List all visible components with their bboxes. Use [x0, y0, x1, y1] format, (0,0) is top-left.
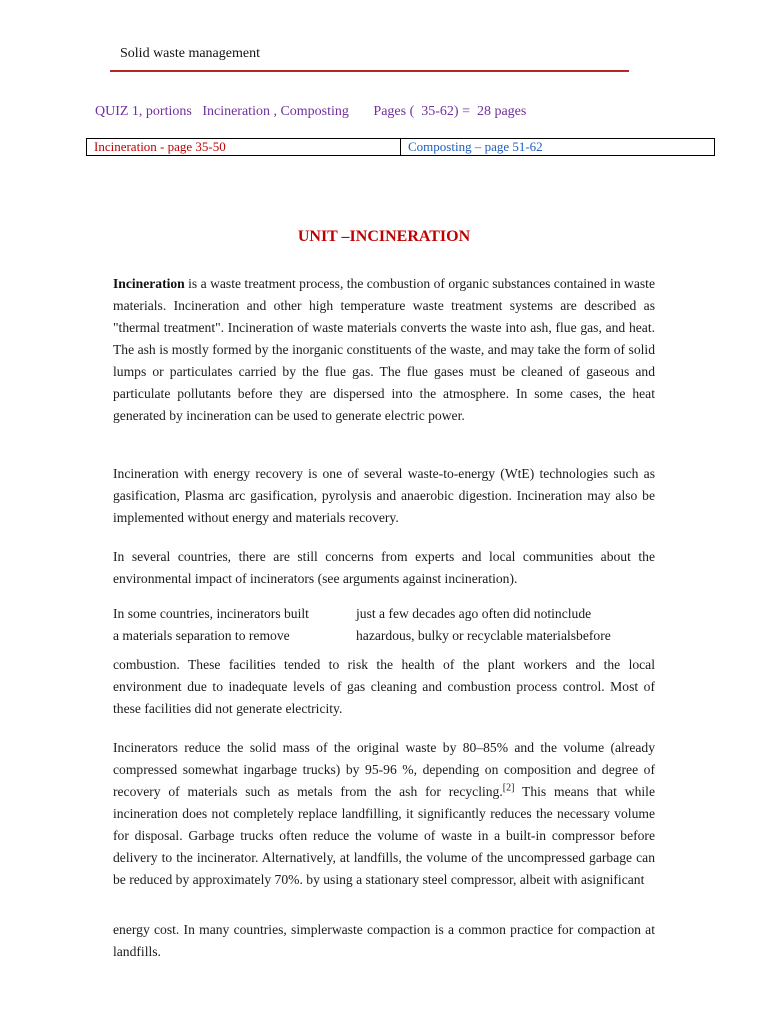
page-header-title: Solid waste management — [120, 46, 260, 61]
volume-text-a: Incinerators reduce the solid mass of the original waste by 80–85% and the volume (already compressed somewhat ingarbage trucks) by 95-96 %, depending on composition and degree of recovery of materials such as metals from the ash for recycling. — [113, 740, 655, 799]
paragraph-concerns: In several countries, there are still concerns from experts and local communities about the environmental impact of incinerators (see arguments against incineration). — [113, 549, 655, 586]
two-column-row — [113, 625, 655, 647]
two-column-row — [113, 603, 655, 625]
paragraph-compaction: energy cost. In many countries, simplerwaste compaction is a common practice for compaction at landfills. — [113, 922, 655, 959]
paragraph-combustion: combustion. These facilities tended to risk the health of the plant workers and the local environment due to inadequate levels of gas cleaning and combustion process control. Most of these facilities did not generate electricity. — [113, 657, 655, 716]
volume-text-b: This means that while incineration does not completely replace landfilling, it significantly reduces the necessary volume for disposal. Garbage trucks often reduce the volume of waste in a built-in compressor before delivery to the incinerator. Alternatively, at landfills, the volume of the uncompressed garbage can be reduced by approximately 70%. by using a stationary steel compressor, albeit with asignificant — [113, 784, 655, 887]
row2-left: a materials separation to remove — [113, 628, 290, 643]
row2-right: hazardous, bulky or recyclable materialsbefore — [356, 628, 611, 643]
quiz-portions-line: QUIZ 1, portions Incineration , Composting Pages ( 35-62) = 28 pages — [95, 104, 527, 119]
paragraph-definition — [113, 273, 655, 427]
row1-left: In some countries, incinerators built — [113, 606, 309, 621]
unit-heading: UNIT –INCINERATION — [297, 228, 471, 245]
portions-table — [86, 138, 715, 156]
row1-right: just a few decades ago often did notinclude — [356, 606, 592, 621]
paragraph-energy-recovery: Incineration with energy recovery is one of several waste-to-energy (WtE) technologies such as gasification, Plasma arc gasification, pyrolysis and anaerobic digestion. Incineration may also be implemented without energy and materials recovery. — [113, 466, 655, 525]
paragraph-definition-text: is a waste treatment process, the combustion of organic substances contained in waste materials. Incineration and other high temperature waste treatment systems are described as "thermal treatment". Incineration of waste materials converts the waste into ash, flue gas, and heat. The ash is mostly formed by the inorganic constituents of the waste, and may take the form of solid lumps or particulates carried by the flue gas. The flue gases must be cleaned of gaseous and particulate pollutants before they are dispersed into the atmosphere. In some cases, the heat generated by incineration can be used to generate electric power. — [113, 276, 655, 423]
incineration-pages-cell: Incineration - page 35-50 — [87, 139, 401, 155]
paragraph-two-column — [113, 603, 655, 647]
term-incineration: Incineration — [113, 276, 185, 291]
header-divider — [110, 70, 629, 72]
citation-link[interactable]: [2] — [502, 782, 515, 794]
paragraph-volume-reduction — [113, 737, 655, 891]
composting-pages-cell: Composting – page 51-62 — [408, 139, 543, 154]
